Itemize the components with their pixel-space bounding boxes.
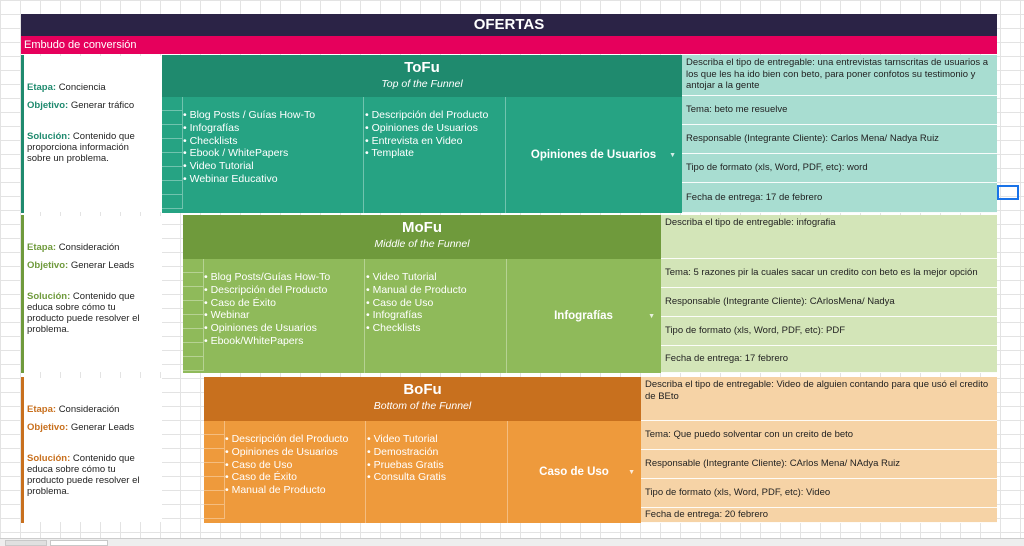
deliverable-format[interactable]: Tipo de formato (xls, Word, PDF, etc): PDF — [661, 317, 997, 346]
stage-objetivo-value: Generar Leads — [70, 260, 135, 271]
grid-cell — [162, 181, 183, 195]
stage-objetivo-label: Objetivo: — [27, 100, 69, 111]
list-item: • Ebook/WhitePapers — [204, 335, 364, 348]
dropdown-value: Infografías — [554, 310, 613, 322]
list-item: • Infografías — [366, 309, 506, 322]
grid-cell — [162, 153, 183, 167]
content-list-items — [225, 433, 365, 497]
list-item: • Manual de Producto — [225, 484, 365, 497]
deliverable-owner[interactable]: Responsable (Integrante Cliente): CArlos Mena/ NAdya Ruiz — [641, 450, 997, 479]
deliverable-panel-bofu — [641, 377, 997, 523]
content-list-items — [367, 433, 507, 484]
chevron-down-icon[interactable]: ▼ — [648, 312, 655, 320]
list-item: • Checklists — [183, 135, 363, 148]
stage-objetivo-value: Generar tráfico — [70, 100, 135, 111]
content-list-items — [365, 109, 505, 160]
list-item: • Video Tutorial — [366, 271, 506, 284]
stage-header-mofu — [183, 215, 661, 259]
deliverable-date[interactable]: Fecha de entrega: 20 febrero — [641, 508, 997, 523]
stage-etapa-value: Consideración — [58, 242, 120, 253]
grid-cell — [183, 329, 204, 343]
stage-etapa-value: Conciencia — [58, 82, 106, 93]
stage-solucion — [27, 131, 155, 164]
stage-objetivo — [27, 100, 155, 111]
stage-etapa — [27, 242, 155, 253]
grid-cell — [204, 463, 225, 477]
deliverable-description[interactable]: Describa el tipo de entregable: infografia — [661, 215, 997, 259]
content-type-dropdown[interactable] — [506, 259, 661, 373]
grid-cell — [162, 167, 183, 181]
list-item: • Infografías — [183, 122, 363, 135]
grid-cell — [162, 139, 183, 153]
funnel-subtitle: Embudo de conversión — [21, 36, 997, 54]
stage-solucion — [27, 453, 155, 497]
content-list-2 — [365, 109, 505, 160]
stage-name: ToFu — [404, 59, 440, 76]
list-item: • Consulta Gratis — [367, 471, 507, 484]
list-item: • Blog Posts/Guías How-To — [204, 271, 364, 284]
deliverable-description[interactable]: Describa el tipo de entregable: Video de alguien contando para que usó el credito de BEto — [641, 377, 997, 421]
list-item: • Video Tutorial — [367, 433, 507, 446]
deliverable-date[interactable]: Fecha de entrega: 17 febrero — [661, 346, 997, 373]
grid-cell — [183, 273, 204, 287]
sheet-tab-active[interactable] — [50, 540, 108, 546]
list-item: • Template — [365, 147, 505, 160]
stage-info-tofu — [24, 56, 162, 212]
content-type-dropdown[interactable] — [507, 421, 641, 523]
list-item: • Manual de Producto — [366, 284, 506, 297]
stage-etapa — [27, 404, 155, 415]
list-item: • Webinar Educativo — [183, 173, 363, 186]
stage-etapa-value: Consideración — [58, 404, 120, 415]
list-item: • Caso de Éxito — [225, 471, 365, 484]
list-item: • Opiniones de Usuarios — [225, 446, 365, 459]
stage-objetivo — [27, 260, 155, 271]
list-item: • Descripción del Producto — [204, 284, 364, 297]
grid-cell — [204, 505, 225, 519]
content-list-2 — [367, 433, 507, 484]
grid-cell — [183, 343, 204, 357]
stage-objetivo-label: Objetivo: — [27, 422, 69, 433]
stage-header-tofu — [162, 55, 682, 97]
list-item: • Descripción del Producto — [365, 109, 505, 122]
grid-cell — [162, 195, 183, 209]
list-item: • Caso de Uso — [366, 297, 506, 310]
stage-etapa-label: Etapa: — [27, 242, 57, 253]
deliverable-date[interactable]: Fecha de entrega: 17 de febrero — [682, 183, 997, 213]
chevron-down-icon[interactable]: ▼ — [628, 468, 635, 476]
deliverable-description[interactable]: Describa el tipo de entregable: una entrevistas tarnscritas de usuarios a los que les ha ido bien con beto, para poner confotos su testimonio y antojar a la gente — [682, 55, 997, 96]
deliverable-panel-mofu — [661, 215, 997, 373]
column-divider — [363, 97, 364, 213]
stage-etapa-label: Etapa: — [27, 404, 57, 415]
stage-solucion — [27, 291, 155, 335]
stage-objetivo-label: Objetivo: — [27, 260, 69, 271]
dropdown-value: Caso de Uso — [539, 466, 609, 478]
stage-solucion-value: Contenido que educa sobre cómo tu producto puede resolver el problema. — [27, 291, 140, 335]
list-item: • Opiniones de Usuarios — [204, 322, 364, 335]
stage-objetivo-value: Generar Leads — [70, 422, 135, 433]
grid-cell — [183, 357, 204, 371]
list-item: • Descripción del Producto — [225, 433, 365, 446]
stage-solucion-label: Solución: — [27, 453, 71, 464]
chevron-down-icon[interactable]: ▼ — [669, 151, 676, 159]
list-item: • Webinar — [204, 309, 364, 322]
sheet-tabs-bar — [0, 538, 1024, 546]
stage-info-mofu — [24, 216, 162, 372]
deliverable-panel-tofu — [682, 55, 997, 213]
list-item: • Checklists — [366, 322, 506, 335]
grid-cell — [162, 111, 183, 125]
list-item: • Pruebas Gratis — [367, 459, 507, 472]
list-item: • Caso de Éxito — [204, 297, 364, 310]
dropdown-value: Opiniones de Usuarios — [530, 149, 657, 161]
deliverable-topic[interactable]: Tema: Que puedo solventar con un creito de beto — [641, 421, 997, 450]
stage-full-name: Top of the Funnel — [381, 78, 463, 90]
content-list-items — [183, 109, 363, 186]
deliverable-owner[interactable]: Responsable (Integrante Cliente): CArlosMena/ Nadya — [661, 288, 997, 317]
deliverable-owner[interactable]: Responsable (Integrante Cliente): Carlos Mena/ Nadya Ruiz — [682, 125, 997, 154]
grid-cell — [183, 287, 204, 301]
grid-cell — [204, 491, 225, 505]
list-item: • Ebook / WhitePapers — [183, 147, 363, 160]
column-divider — [364, 259, 365, 373]
content-list-1 — [225, 433, 365, 497]
deliverable-topic[interactable]: Tema: beto me resuelve — [682, 96, 997, 125]
stage-objetivo — [27, 422, 155, 433]
content-list-1 — [183, 109, 363, 186]
stage-header-bofu — [204, 377, 641, 421]
stage-name: BoFu — [403, 381, 442, 398]
content-list-items — [366, 271, 506, 335]
sheet-title: OFERTAS — [21, 14, 997, 36]
list-item: • Video Tutorial — [183, 160, 363, 173]
grid-cell — [204, 435, 225, 449]
sheet-tab[interactable] — [5, 540, 47, 546]
content-list-2 — [366, 271, 506, 335]
stage-full-name: Bottom of the Funnel — [373, 400, 472, 412]
stage-info-bofu — [24, 378, 162, 522]
stage-etapa-label: Etapa: — [27, 82, 57, 93]
list-item: • Demostración — [367, 446, 507, 459]
grid-cell — [183, 315, 204, 329]
stage-name: MoFu — [402, 219, 442, 236]
grid-cell — [183, 259, 204, 273]
grid-cell — [204, 449, 225, 463]
stage-solucion-value: Contenido que educa sobre cómo tu producto puede resolver el problema. — [27, 453, 140, 497]
grid-cell — [204, 421, 225, 435]
list-item: • Opiniones de Usuarios — [365, 122, 505, 135]
content-type-dropdown[interactable] — [505, 97, 682, 213]
list-item: • Entrevista en Video — [365, 135, 505, 148]
stage-solucion-label: Solución: — [27, 291, 71, 302]
grid-cell — [204, 477, 225, 491]
grid-cell — [162, 97, 183, 111]
selected-cell[interactable] — [997, 185, 1019, 200]
deliverable-format[interactable]: Tipo de formato (xls, Word, PDF, etc): word — [682, 154, 997, 183]
column-divider — [365, 421, 366, 523]
stage-etapa — [27, 82, 155, 93]
stage-solucion-label: Solución: — [27, 131, 71, 142]
content-list-items — [204, 271, 364, 348]
deliverable-topic[interactable]: Tema: 5 razones pir la cuales sacar un credito con beto es la mejor opción — [661, 259, 997, 288]
list-item: • Blog Posts / Guías How-To — [183, 109, 363, 122]
list-item: • Caso de Uso — [225, 459, 365, 472]
content-list-1 — [204, 271, 364, 348]
stage-solucion-value: Contenido que proporciona información sobre un problema. — [27, 131, 135, 164]
deliverable-format[interactable]: Tipo de formato (xls, Word, PDF, etc): Video — [641, 479, 997, 508]
grid-cell — [183, 301, 204, 315]
grid-cell — [162, 125, 183, 139]
stage-full-name: Middle of the Funnel — [374, 238, 470, 250]
